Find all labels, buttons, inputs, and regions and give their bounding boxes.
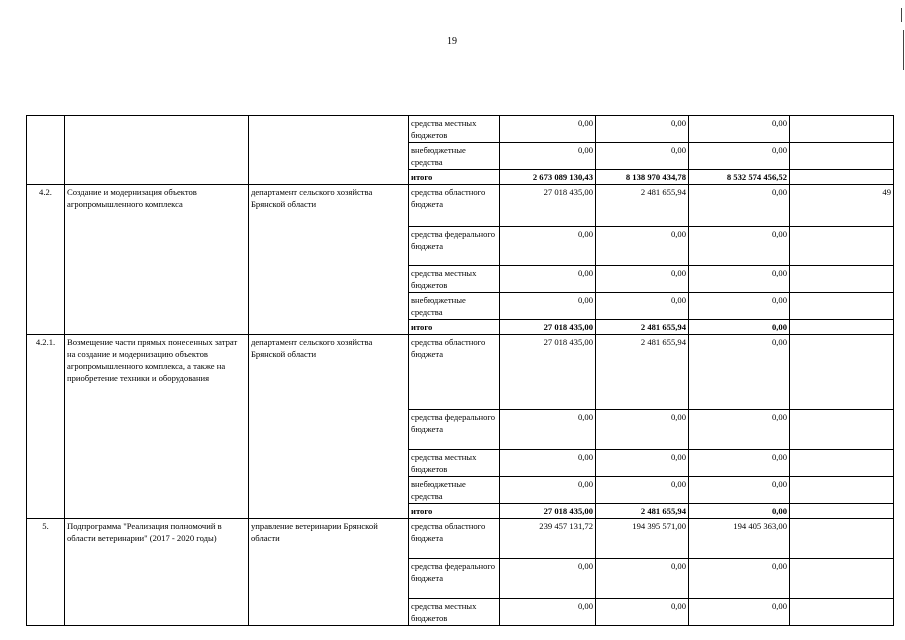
- funding-source-cell: средства местных бюджетов: [409, 599, 500, 626]
- value-cell: 0,00: [500, 293, 596, 320]
- value-cell: [790, 504, 894, 519]
- table-row: [27, 335, 894, 410]
- value-cell: 0,00: [689, 410, 790, 450]
- funding-source-cell: средства областного бюджета: [409, 519, 500, 559]
- value-cell: 0,00: [596, 599, 689, 626]
- value-cell: 0,00: [596, 293, 689, 320]
- value-cell: 0,00: [596, 227, 689, 266]
- value-cell: [790, 320, 894, 335]
- funding-source-cell: внебюджетные средства: [409, 477, 500, 504]
- value-cell: 0,00: [689, 450, 790, 477]
- budget-table: [26, 115, 894, 626]
- value-cell: 0,00: [596, 559, 689, 599]
- table-row: [27, 185, 894, 227]
- value-cell: 0,00: [500, 227, 596, 266]
- value-cell: 0,00: [689, 185, 790, 227]
- value-cell: 2 481 655,94: [596, 320, 689, 335]
- value-cell: 0,00: [689, 477, 790, 504]
- value-cell: 194 395 571,00: [596, 519, 689, 559]
- value-cell: [790, 143, 894, 170]
- value-cell: 0,00: [689, 599, 790, 626]
- activity-name-cell: Возмещение части прямых понесенных затрат на создание и модернизацию объектов агропромышленного комплекса, а также на приобретение техники и оборудования: [65, 335, 249, 519]
- value-cell: 0,00: [596, 143, 689, 170]
- value-cell: [790, 559, 894, 599]
- row-number-cell: 4.2.: [27, 185, 65, 335]
- row-number-cell: 5.: [27, 519, 65, 626]
- value-cell: [790, 227, 894, 266]
- value-cell: 0,00: [500, 116, 596, 143]
- activity-name-cell: [65, 116, 249, 185]
- scan-edge-mark: [901, 8, 902, 22]
- row-number-cell: [27, 116, 65, 185]
- value-cell: 0,00: [500, 450, 596, 477]
- table-row: [27, 116, 894, 143]
- executor-cell: управление ветеринарии Брянской области: [249, 519, 409, 626]
- value-cell: 0,00: [596, 116, 689, 143]
- funding-source-cell: средства местных бюджетов: [409, 450, 500, 477]
- executor-cell: департамент сельского хозяйства Брянской области: [249, 335, 409, 519]
- value-cell: 0,00: [596, 450, 689, 477]
- value-cell: 8 138 970 434,78: [596, 170, 689, 185]
- value-cell: 239 457 131,72: [500, 519, 596, 559]
- value-cell: [790, 599, 894, 626]
- funding-source-cell: средства федерального бюджета: [409, 227, 500, 266]
- funding-source-cell: средства местных бюджетов: [409, 266, 500, 293]
- funding-source-cell: внебюджетные средства: [409, 293, 500, 320]
- funding-source-cell: средства областного бюджета: [409, 185, 500, 227]
- value-cell: 0,00: [500, 559, 596, 599]
- value-cell: 0,00: [596, 477, 689, 504]
- value-cell: 49: [790, 185, 894, 227]
- value-cell: 194 405 363,00: [689, 519, 790, 559]
- value-cell: 0,00: [500, 599, 596, 626]
- funding-source-cell: средства областного бюджета: [409, 335, 500, 410]
- value-cell: 0,00: [689, 320, 790, 335]
- value-cell: 0,00: [500, 143, 596, 170]
- executor-cell: [249, 116, 409, 185]
- value-cell: [790, 266, 894, 293]
- row-number-cell: 4.2.1.: [27, 335, 65, 519]
- activity-name-cell: Подпрограмма "Реализация полномочий в области ветеринарии" (2017 - 2020 годы): [65, 519, 249, 626]
- value-cell: 0,00: [689, 227, 790, 266]
- value-cell: [790, 410, 894, 450]
- value-cell: [790, 519, 894, 559]
- value-cell: 0,00: [689, 293, 790, 320]
- funding-source-cell: внебюджетные средства: [409, 143, 500, 170]
- scan-edge-mark: [903, 30, 904, 70]
- value-cell: 0,00: [689, 116, 790, 143]
- value-cell: 0,00: [689, 266, 790, 293]
- value-cell: 27 018 435,00: [500, 335, 596, 410]
- value-cell: [790, 116, 894, 143]
- value-cell: 0,00: [689, 504, 790, 519]
- value-cell: 0,00: [596, 410, 689, 450]
- value-cell: 2 481 655,94: [596, 504, 689, 519]
- value-cell: 0,00: [500, 266, 596, 293]
- executor-cell: департамент сельского хозяйства Брянской области: [249, 185, 409, 335]
- value-cell: 0,00: [500, 477, 596, 504]
- value-cell: 0,00: [689, 559, 790, 599]
- value-cell: 8 532 574 456,52: [689, 170, 790, 185]
- funding-source-cell: средства местных бюджетов: [409, 116, 500, 143]
- value-cell: 2 673 089 130,43: [500, 170, 596, 185]
- value-cell: 0,00: [500, 410, 596, 450]
- value-cell: 2 481 655,94: [596, 185, 689, 227]
- funding-source-cell: средства федерального бюджета: [409, 410, 500, 450]
- value-cell: [790, 170, 894, 185]
- funding-source-cell: средства федерального бюджета: [409, 559, 500, 599]
- value-cell: 27 018 435,00: [500, 504, 596, 519]
- value-cell: [790, 450, 894, 477]
- funding-source-cell: итого: [409, 504, 500, 519]
- value-cell: 0,00: [689, 143, 790, 170]
- funding-source-cell: итого: [409, 170, 500, 185]
- value-cell: 2 481 655,94: [596, 335, 689, 410]
- funding-source-cell: итого: [409, 320, 500, 335]
- page-number: 19: [447, 36, 457, 47]
- activity-name-cell: Создание и модернизация объектов агропромышленного комплекса: [65, 185, 249, 335]
- value-cell: [790, 477, 894, 504]
- value-cell: 27 018 435,00: [500, 320, 596, 335]
- value-cell: 0,00: [596, 266, 689, 293]
- value-cell: 0,00: [689, 335, 790, 410]
- value-cell: 27 018 435,00: [500, 185, 596, 227]
- table-row: [27, 519, 894, 559]
- value-cell: [790, 335, 894, 410]
- value-cell: [790, 293, 894, 320]
